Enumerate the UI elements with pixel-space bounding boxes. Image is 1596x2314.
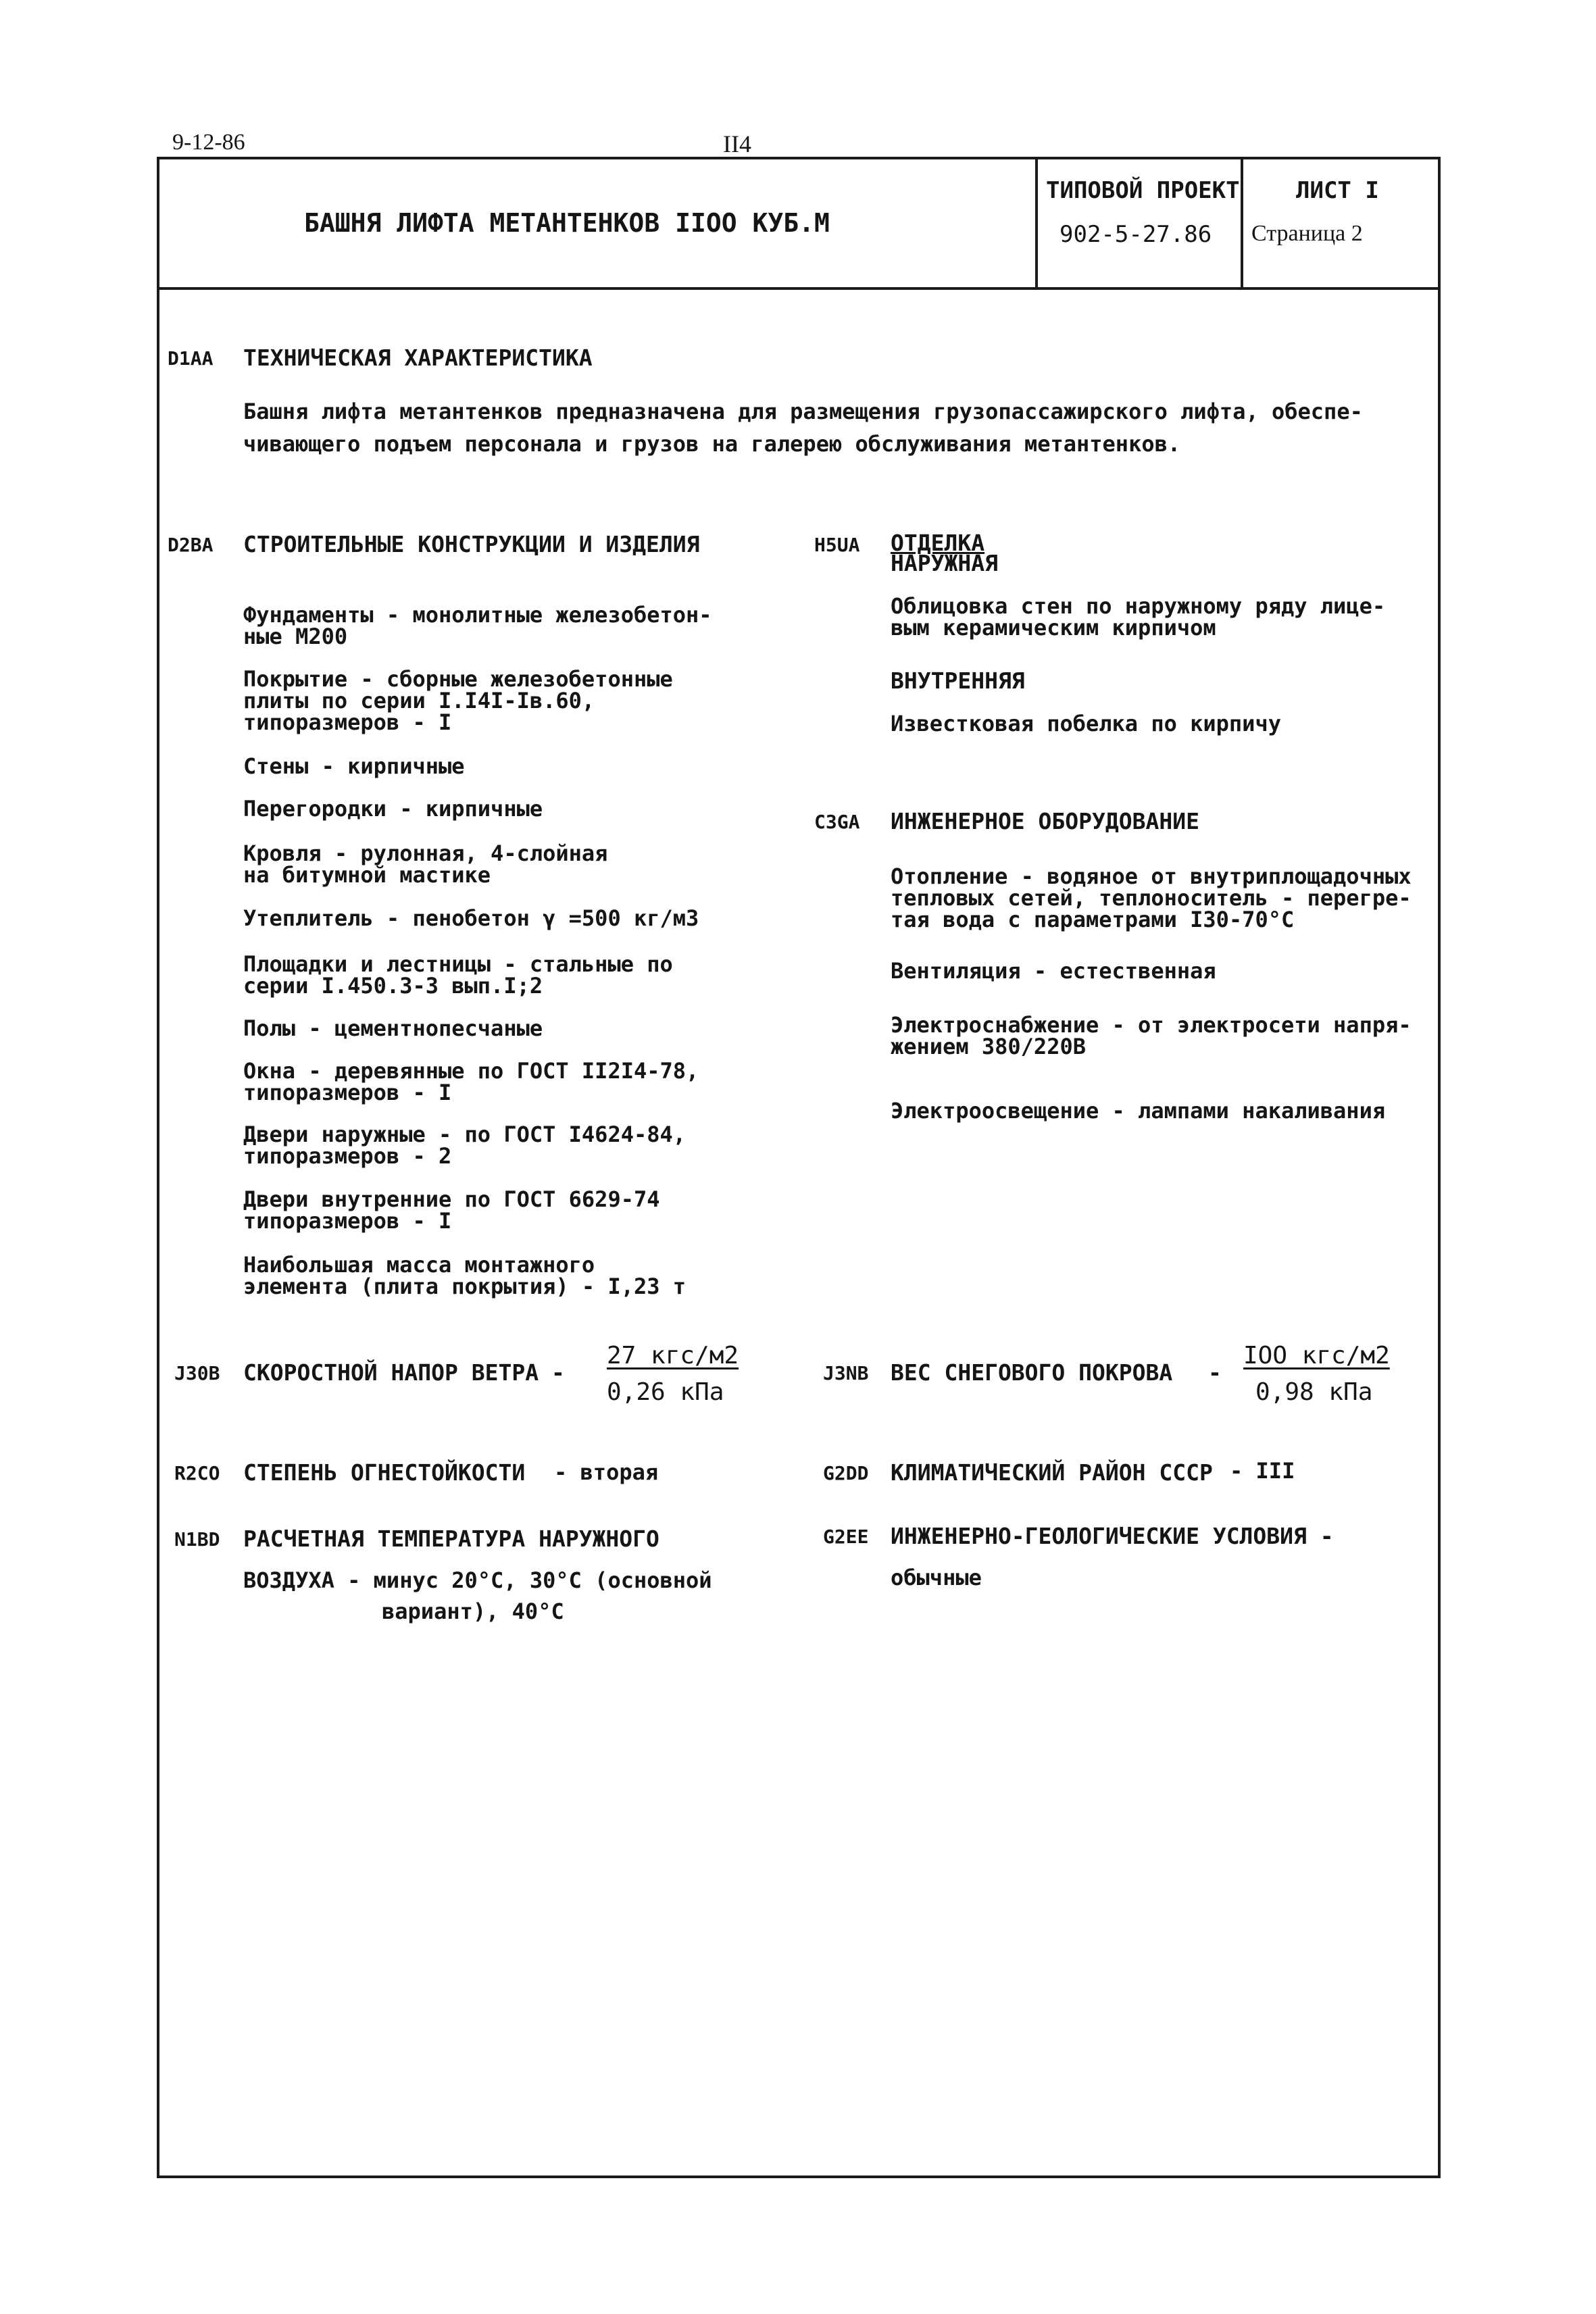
- engineering-item: Электроснабжение - от электросети напря-: [891, 1012, 1412, 1038]
- document-title: БАШНЯ ЛИФТА МЕТАНТЕНКОВ IIOO КУБ.М: [304, 208, 830, 238]
- engineering-item: жением 380/220В: [891, 1034, 1086, 1059]
- document-date: 9-12-86: [172, 130, 245, 155]
- construction-item: типоразмеров - I: [243, 1080, 452, 1105]
- tech-line-1: Башня лифта метантенков предназначена для размещения грузопассажирского лифта, обеспе-: [243, 399, 1363, 424]
- project-number: 902-5-27.86: [1059, 221, 1212, 248]
- constructions-code: D2BA: [168, 534, 214, 556]
- construction-item: серии I.450.3-3 вып.I;2: [243, 973, 543, 999]
- fire-label: СТЕПЕНЬ ОГНЕСТОЙКОСТИ: [243, 1459, 526, 1486]
- constructions-heading: СТРОИТЕЛЬНЫЕ КОНСТРУКЦИИ И ИЗДЕЛИЯ: [243, 531, 700, 557]
- wind-code: J30B: [174, 1362, 220, 1384]
- finishing-inner-text: Известковая побелка по кирпичу: [891, 711, 1281, 736]
- construction-item: Наибольшая масса монтажного: [243, 1252, 595, 1278]
- sheet-label: ЛИСТ I: [1296, 177, 1379, 204]
- tech-heading: ТЕХНИЧЕСКАЯ ХАРАКТЕРИСТИКА: [243, 345, 593, 371]
- tech-code: D1AA: [168, 347, 214, 370]
- construction-item: Перегородки - кирпичные: [243, 796, 543, 822]
- finishing-inner-heading: ВНУТРЕННЯЯ: [891, 668, 1025, 694]
- geology-value: обычные: [891, 1565, 982, 1590]
- finishing-heading: ОТДЕЛКА: [891, 530, 985, 556]
- geology-code: G2EE: [823, 1526, 869, 1548]
- construction-item: Стены - кирпичные: [243, 753, 465, 779]
- construction-item: типоразмеров - 2: [243, 1143, 452, 1169]
- geology-label: ИНЖЕНЕРНО-ГЕОЛОГИЧЕСКИЕ УСЛОВИЯ -: [891, 1523, 1334, 1549]
- wind-label: СКОРОСТНОЙ НАПОР ВЕТРА: [243, 1359, 539, 1386]
- finishing-outer-heading: НАРУЖНАЯ: [891, 550, 998, 576]
- snow-dash: -: [1208, 1359, 1222, 1386]
- construction-item: плиты по серии I.I4I-Iв.60,: [243, 688, 595, 713]
- fire-code: R2CO: [174, 1462, 220, 1484]
- engineering-item: Вентиляция - естественная: [891, 958, 1216, 984]
- construction-item: Двери внутренние по ГОСТ 6629-74: [243, 1186, 660, 1212]
- temperature-code: N1BD: [174, 1528, 220, 1551]
- tech-line-2: чивающего подъем персонала и грузов на галерею обслуживания метантенков.: [243, 431, 1181, 457]
- construction-item: Двери наружные - по ГОСТ I4624-84,: [243, 1122, 687, 1147]
- fire-value: - вторая: [554, 1459, 659, 1485]
- snow-label: ВЕС СНЕГОВОГО ПОКРОВА: [891, 1359, 1173, 1386]
- page-label: Страница 2: [1251, 221, 1363, 246]
- climate-label: КЛИМАТИЧЕСКИЙ РАЙОН СССР: [891, 1459, 1213, 1486]
- finishing-outer-line-1: Облицовка стен по наружному ряду лице-: [891, 593, 1386, 619]
- climate-value: - III: [1230, 1458, 1295, 1484]
- construction-item: Окна - деревянные по ГОСТ II2I4-78,: [243, 1058, 699, 1084]
- snow-value-kpa: 0,98 кПа: [1255, 1378, 1373, 1406]
- engineering-code: C3GA: [814, 811, 860, 833]
- construction-item: ные М200: [243, 624, 348, 649]
- construction-item: Площадки и лестницы - стальные по: [243, 951, 673, 977]
- construction-item: Полы - цементнопесчаные: [243, 1015, 543, 1041]
- project-label: ТИПОВОЙ ПРОЕКТ: [1046, 177, 1240, 204]
- engineering-item: Электроосвещение - лампами накаливания: [891, 1098, 1386, 1124]
- construction-item: типоразмеров - I: [243, 1208, 452, 1234]
- engineering-item: Отопление - водяное от внутриплощадочных: [891, 863, 1412, 889]
- wind-dash: -: [551, 1359, 565, 1386]
- finishing-code: H5UA: [814, 534, 860, 556]
- wind-value-kpa: 0,26 кПа: [607, 1378, 724, 1406]
- construction-item: на битумной мастике: [243, 862, 491, 888]
- construction-item: Фундаменты - монолитные железобетон-: [243, 602, 712, 628]
- snow-value-kgs: IOO кгс/м2: [1243, 1342, 1390, 1369]
- construction-item: элемента (плита покрытия) - I,23 т: [243, 1274, 687, 1299]
- temperature-line-3: вариант), 40°С: [382, 1599, 564, 1624]
- climate-code: G2DD: [823, 1462, 869, 1484]
- construction-item: Покрытие - сборные железобетонные: [243, 666, 673, 692]
- engineering-item: тая вода с параметрами I30-70°C: [891, 907, 1295, 932]
- construction-item: Утеплитель - пенобетон γ =500 кг/м3: [243, 905, 699, 931]
- header-bottom-rule: [157, 287, 1441, 290]
- temperature-label: РАСЧЕТНАЯ ТЕМПЕРАТУРА НАРУЖНОГО: [243, 1526, 659, 1552]
- construction-item: типоразмеров - I: [243, 709, 452, 735]
- finishing-outer-line-2: вым керамическим кирпичом: [891, 615, 1216, 640]
- temperature-line-2: ВОЗДУХА - минус 20°С, 30°С (основной: [243, 1567, 712, 1593]
- page-number: II4: [723, 130, 751, 157]
- snow-code: J3NB: [823, 1362, 869, 1384]
- engineering-item: тепловых сетей, теплоноситель - перегре-: [891, 885, 1412, 911]
- wind-value-kgs: 27 кгс/м2: [607, 1342, 739, 1369]
- construction-item: Кровля - рулонная, 4-слойная: [243, 840, 608, 866]
- header-divider-2: [1241, 157, 1243, 288]
- engineering-heading: ИНЖЕНЕРНОЕ ОБОРУДОВАНИЕ: [891, 808, 1199, 834]
- header-divider-1: [1035, 157, 1038, 288]
